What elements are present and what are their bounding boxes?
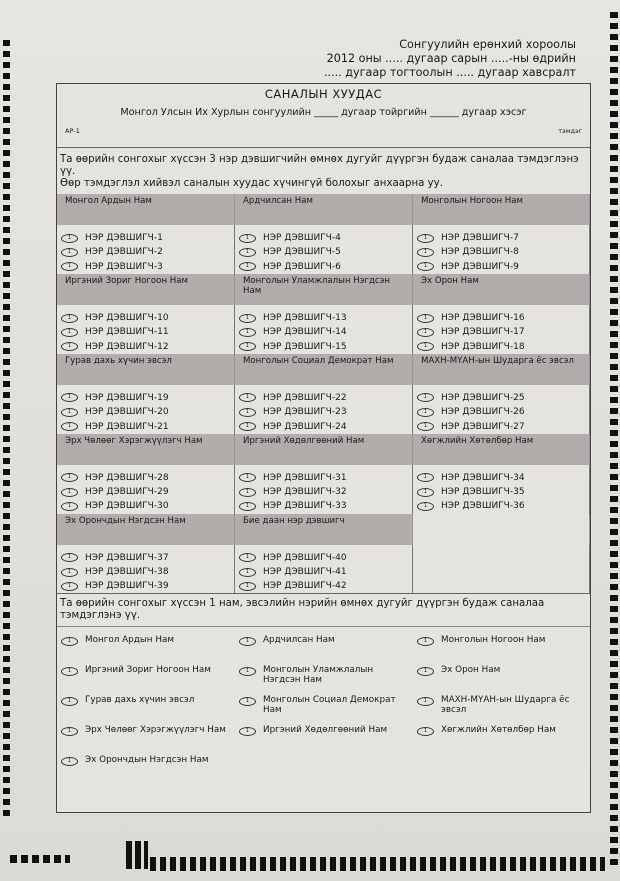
- candidate-label: НЭР ДЭВШИГЧ-31: [263, 472, 347, 483]
- vote-oval[interactable]: 1: [61, 248, 78, 257]
- vote-oval[interactable]: 1: [239, 473, 256, 482]
- party-header: Хөгжлийн Хөтөлбөр Нам: [413, 434, 590, 465]
- party-header: Иргэний Хөдөлгөөний Нам: [235, 434, 413, 465]
- vote-oval[interactable]: 1: [417, 473, 434, 482]
- party-option[interactable]: [57, 627, 235, 657]
- candidate-option[interactable]: [57, 405, 235, 419]
- vote-oval[interactable]: 1: [239, 234, 256, 243]
- vote-oval[interactable]: 1: [417, 342, 434, 351]
- vote-oval[interactable]: 1: [61, 342, 78, 351]
- candidate-label: НЭР ДЭВШИГЧ-37: [85, 552, 169, 563]
- candidate-option[interactable]: [235, 499, 413, 513]
- vote-oval[interactable]: 1: [239, 314, 256, 323]
- vote-oval[interactable]: 1: [417, 234, 434, 243]
- candidate-label: НЭР ДЭВШИГЧ-38: [85, 567, 169, 577]
- vote-oval[interactable]: 1: [239, 667, 256, 676]
- party-label: Ардчилсан Нам: [263, 635, 335, 646]
- candidate-option[interactable]: [235, 260, 413, 274]
- vote-oval[interactable]: 1: [61, 757, 78, 766]
- party-header: Монголын Ногоон Нам: [413, 194, 590, 225]
- candidate-option[interactable]: [413, 260, 590, 274]
- vote-oval[interactable]: 1: [417, 248, 434, 257]
- party-option[interactable]: [57, 717, 235, 747]
- instruction-party: Та өөрийн сонгохыг хүссэн 1 нам, эвсэлийн нэрийн өмнөх дугуйг дүүргэн будаж саналаа тэмдэглэнэ үү.: [57, 593, 590, 626]
- vote-oval[interactable]: 1: [61, 637, 78, 646]
- timing-marks-bottom-left: [10, 855, 70, 863]
- candidate-option[interactable]: [57, 325, 235, 339]
- vote-oval[interactable]: 1: [61, 553, 78, 562]
- candidate-option[interactable]: [235, 551, 413, 565]
- vote-oval[interactable]: 1: [61, 422, 78, 431]
- party-option[interactable]: [235, 627, 413, 657]
- candidate-label: НЭР ДЭВШИГЧ-13: [263, 313, 347, 324]
- candidate-label: НЭР ДЭВШИГЧ-8: [441, 247, 519, 258]
- code-right: тэмдэг: [558, 127, 582, 135]
- candidate-label: НЭР ДЭВШИГЧ-28: [85, 472, 169, 483]
- candidate-option[interactable]: [413, 325, 590, 339]
- candidate-label: НЭР ДЭВШИГЧ-7: [441, 233, 519, 244]
- candidate-label: НЭР ДЭВШИГЧ-34: [441, 472, 525, 483]
- vote-oval[interactable]: 1: [417, 502, 434, 511]
- party-header: Бие даан нэр дэвшигч: [235, 514, 413, 545]
- candidate-option[interactable]: [235, 311, 413, 325]
- candidate-label: НЭР ДЭВШИГЧ-39: [85, 581, 169, 592]
- header-line: Сонгуулийн ерөнхий хороолы: [399, 38, 576, 51]
- candidate-option[interactable]: [57, 485, 235, 499]
- party-header: Ардчилсан Нам: [235, 194, 413, 225]
- party-label: Эх Орончдын Нэгдсэн Нам: [85, 755, 209, 766]
- party-option[interactable]: [413, 687, 590, 717]
- candidate-label: НЭР ДЭВШИГЧ-32: [263, 487, 347, 498]
- candidate-label: НЭР ДЭВШИГЧ-16: [441, 313, 525, 324]
- candidate-label: НЭР ДЭВШИГЧ-20: [85, 407, 169, 418]
- candidate-option[interactable]: [235, 419, 413, 433]
- candidate-option[interactable]: [413, 499, 590, 513]
- ballot-subtitle: Монгол Улсын Их Хурлын сонгуулийн _____ дугаар тойргийн ______ дугаар хэсэг: [120, 107, 527, 118]
- corner-mark: [126, 841, 148, 869]
- candidate-option[interactable]: [57, 471, 235, 485]
- party-option[interactable]: [235, 657, 413, 687]
- candidate-label: НЭР ДЭВШИГЧ-35: [441, 487, 525, 498]
- vote-oval[interactable]: 1: [61, 667, 78, 676]
- vote-oval[interactable]: 1: [417, 667, 434, 676]
- code-left: АР-1: [65, 127, 80, 135]
- vote-oval[interactable]: 1: [239, 568, 256, 577]
- party-label: Хөгжлийн Хөтөлбөр Нам: [441, 725, 556, 736]
- vote-oval[interactable]: 1: [239, 553, 256, 562]
- candidate-label: НЭР ДЭВШИГЧ-14: [263, 327, 347, 338]
- candidate-label: НЭР ДЭВШИГЧ-6: [263, 261, 341, 272]
- candidate-option[interactable]: [57, 579, 235, 593]
- party-header: Иргэний Зориг Ногоон Нам: [57, 274, 235, 305]
- vote-oval[interactable]: 1: [417, 637, 434, 646]
- vote-oval[interactable]: 1: [61, 727, 78, 736]
- vote-oval[interactable]: 1: [417, 727, 434, 736]
- candidate-option[interactable]: [413, 231, 590, 245]
- vote-oval[interactable]: 1: [239, 328, 256, 337]
- candidate-option[interactable]: [413, 245, 590, 259]
- party-label: Монголын Уламжлалын Нэгдсэн Нам: [263, 665, 374, 686]
- vote-oval[interactable]: 1: [417, 328, 434, 337]
- candidate-label: НЭР ДЭВШИГЧ-23: [263, 407, 347, 418]
- candidate-option[interactable]: [413, 391, 590, 405]
- empty-cell: [235, 747, 413, 777]
- candidate-option[interactable]: [57, 565, 235, 579]
- party-header: [413, 514, 590, 545]
- vote-oval[interactable]: 1: [417, 422, 434, 431]
- candidate-option[interactable]: [57, 245, 235, 259]
- candidate-option[interactable]: [57, 260, 235, 274]
- party-label: Иргэний Хөдөлгөөний Нам: [263, 725, 388, 736]
- party-option[interactable]: [413, 657, 590, 687]
- party-header: Эх Орон Нам: [413, 274, 590, 305]
- candidate-label: НЭР ДЭВШИГЧ-17: [441, 327, 525, 338]
- candidate-option[interactable]: [57, 419, 235, 433]
- header-block: [324, 38, 576, 80]
- timing-marks-right: [610, 12, 618, 867]
- candidate-grid: [57, 194, 590, 593]
- candidate-label: НЭР ДЭВШИГЧ-29: [85, 487, 169, 498]
- candidate-option[interactable]: [57, 339, 235, 353]
- candidate-label: НЭР ДЭВШИГЧ-33: [263, 501, 347, 512]
- candidate-label: НЭР ДЭВШИГЧ-2: [85, 247, 163, 258]
- vote-oval[interactable]: 1: [239, 248, 256, 257]
- ballot-form: [56, 83, 591, 813]
- party-label: Монголын Ногоон Нам: [441, 635, 546, 646]
- vote-oval[interactable]: 1: [239, 582, 256, 591]
- party-option[interactable]: [235, 717, 413, 747]
- party-option[interactable]: [413, 627, 590, 657]
- vote-oval[interactable]: 1: [239, 342, 256, 351]
- vote-oval[interactable]: 1: [61, 488, 78, 497]
- candidate-label: НЭР ДЭВШИГЧ-36: [441, 501, 525, 512]
- candidate-label: НЭР ДЭВШИГЧ-12: [85, 341, 169, 352]
- party-header: Монгол Ардын Нам: [57, 194, 235, 225]
- vote-oval[interactable]: 1: [239, 262, 256, 271]
- vote-oval[interactable]: 1: [239, 393, 256, 402]
- vote-oval[interactable]: 1: [417, 262, 434, 271]
- candidate-option[interactable]: [413, 405, 590, 419]
- empty-cell: [413, 551, 590, 565]
- vote-oval[interactable]: 1: [61, 262, 78, 271]
- vote-oval[interactable]: 1: [61, 568, 78, 577]
- party-header: Эх Орончдын Нэгдсэн Нам: [57, 514, 235, 545]
- candidate-option[interactable]: [413, 419, 590, 433]
- vote-oval[interactable]: 1: [239, 408, 256, 417]
- vote-oval[interactable]: 1: [61, 408, 78, 417]
- vote-oval[interactable]: 1: [61, 582, 78, 591]
- party-grid: [57, 626, 590, 777]
- party-label: МАХН-МҮАН-ын Шударга ёс эвсэл: [441, 695, 570, 716]
- vote-oval[interactable]: 1: [417, 697, 434, 706]
- candidate-option[interactable]: [235, 485, 413, 499]
- vote-oval[interactable]: 1: [239, 422, 256, 431]
- candidate-label: НЭР ДЭВШИГЧ-5: [263, 247, 341, 258]
- candidate-option[interactable]: [413, 485, 590, 499]
- candidate-label: НЭР ДЭВШИГЧ-10: [85, 313, 169, 324]
- party-label: Гурав дахь хүчин эвсэл: [85, 695, 195, 706]
- party-label: Эх Орон Нам: [441, 665, 501, 676]
- party-option[interactable]: [57, 747, 235, 777]
- party-option[interactable]: [57, 687, 235, 717]
- party-label: Иргэний Зориг Ногоон Нам: [85, 665, 211, 676]
- candidate-option[interactable]: [57, 311, 235, 325]
- vote-oval[interactable]: 1: [61, 473, 78, 482]
- candidate-label: НЭР ДЭВШИГЧ-1: [85, 233, 163, 244]
- candidate-option[interactable]: [235, 391, 413, 405]
- vote-oval[interactable]: 1: [239, 727, 256, 736]
- candidate-option[interactable]: [235, 245, 413, 259]
- party-header: Монголын Социал Демократ Нам: [235, 354, 413, 385]
- party-option[interactable]: [235, 687, 413, 717]
- vote-oval[interactable]: 1: [61, 314, 78, 323]
- vote-oval[interactable]: 1: [417, 488, 434, 497]
- candidate-option[interactable]: [413, 339, 590, 353]
- vote-oval[interactable]: 1: [61, 697, 78, 706]
- candidate-option[interactable]: [57, 551, 235, 565]
- ballot-codes: [57, 127, 590, 141]
- empty-cell: [413, 747, 590, 777]
- party-label: Монголын Социал Демократ Нам: [263, 695, 396, 716]
- candidate-option[interactable]: [235, 471, 413, 485]
- candidate-label: НЭР ДЭВШИГЧ-9: [441, 261, 519, 272]
- timing-marks-left: [3, 40, 10, 820]
- header-line: ..... дугаар тогтоолын ..... дугаар хавсралт: [323, 66, 576, 79]
- vote-oval[interactable]: 1: [61, 234, 78, 243]
- vote-oval[interactable]: 1: [239, 637, 256, 646]
- candidate-label: НЭР ДЭВШИГЧ-11: [85, 327, 169, 338]
- party-header: Монголын Уламжлалын Нэгдсэн Нам: [235, 274, 413, 305]
- party-option[interactable]: [413, 717, 590, 747]
- candidate-option[interactable]: [413, 471, 590, 485]
- instruction-text: Та өөрийн сонгохыг хүссэн 3 нэр дэвшигчийн өмнөх дугуйг дүүргэн будаж саналаа тэмдэглэнэ үү.: [60, 154, 579, 177]
- candidate-option[interactable]: [235, 339, 413, 353]
- candidate-label: НЭР ДЭВШИГЧ-3: [85, 261, 163, 272]
- timing-marks-bottom: [150, 857, 605, 871]
- empty-cell: [413, 579, 590, 593]
- candidate-label: НЭР ДЭВШИГЧ-30: [85, 501, 169, 512]
- candidate-option[interactable]: [57, 231, 235, 245]
- empty-cell: [413, 565, 590, 579]
- vote-oval[interactable]: 1: [239, 697, 256, 706]
- candidate-label: НЭР ДЭВШИГЧ-40: [263, 552, 347, 563]
- vote-oval[interactable]: 1: [417, 408, 434, 417]
- instruction-text: Өөр тэмдэглэл хийвэл саналын хуудас хүчингүй болохыг анхаарна уу.: [60, 178, 443, 189]
- vote-oval[interactable]: 1: [61, 502, 78, 511]
- candidate-option[interactable]: [57, 391, 235, 405]
- party-header: Гурав дахь хүчин эвсэл: [57, 354, 235, 385]
- party-header: МАХН-МҮАН-ын Шударга ёс эвсэл: [413, 354, 590, 385]
- candidate-label: НЭР ДЭВШИГЧ-19: [85, 392, 169, 403]
- candidate-label: НЭР ДЭВШИГЧ-21: [85, 421, 169, 432]
- party-option[interactable]: [57, 657, 235, 687]
- candidate-option[interactable]: [235, 405, 413, 419]
- candidate-option[interactable]: [57, 499, 235, 513]
- vote-oval[interactable]: 1: [61, 393, 78, 402]
- candidate-label: НЭР ДЭВШИГЧ-24: [263, 421, 347, 432]
- candidate-label: НЭР ДЭВШИГЧ-18: [441, 341, 525, 352]
- vote-oval[interactable]: 1: [417, 314, 434, 323]
- party-header: Эрх Чөлөөг Хэрэгжүүлэгч Нам: [57, 434, 235, 465]
- vote-oval[interactable]: 1: [239, 502, 256, 511]
- candidate-option[interactable]: [235, 565, 413, 579]
- ballot-title: САНАЛЫН ХУУДАС: [264, 87, 383, 101]
- vote-oval[interactable]: 1: [61, 328, 78, 337]
- candidate-option[interactable]: [235, 231, 413, 245]
- candidate-option[interactable]: [235, 579, 413, 593]
- candidate-label: НЭР ДЭВШИГЧ-4: [263, 233, 341, 244]
- vote-oval[interactable]: 1: [417, 393, 434, 402]
- instruction-candidates: [57, 147, 590, 194]
- party-label: Эрх Чөлөөг Хэрэгжүүлэгч Нам: [85, 725, 226, 736]
- candidate-label: НЭР ДЭВШИГЧ-42: [263, 581, 347, 592]
- candidate-label: НЭР ДЭВШИГЧ-15: [263, 341, 347, 352]
- candidate-label: НЭР ДЭВШИГЧ-26: [441, 407, 525, 418]
- candidate-label: НЭР ДЭВШИГЧ-27: [441, 421, 525, 432]
- header-line: 2012 оны ..... дугаар сарын .....-ны өдрийн: [326, 52, 576, 65]
- party-label: Монгол Ардын Нам: [85, 635, 174, 646]
- candidate-label: НЭР ДЭВШИГЧ-41: [263, 567, 347, 577]
- candidate-option[interactable]: [413, 311, 590, 325]
- vote-oval[interactable]: 1: [239, 488, 256, 497]
- candidate-label: НЭР ДЭВШИГЧ-22: [263, 392, 347, 403]
- candidate-option[interactable]: [235, 325, 413, 339]
- candidate-label: НЭР ДЭВШИГЧ-25: [441, 392, 525, 403]
